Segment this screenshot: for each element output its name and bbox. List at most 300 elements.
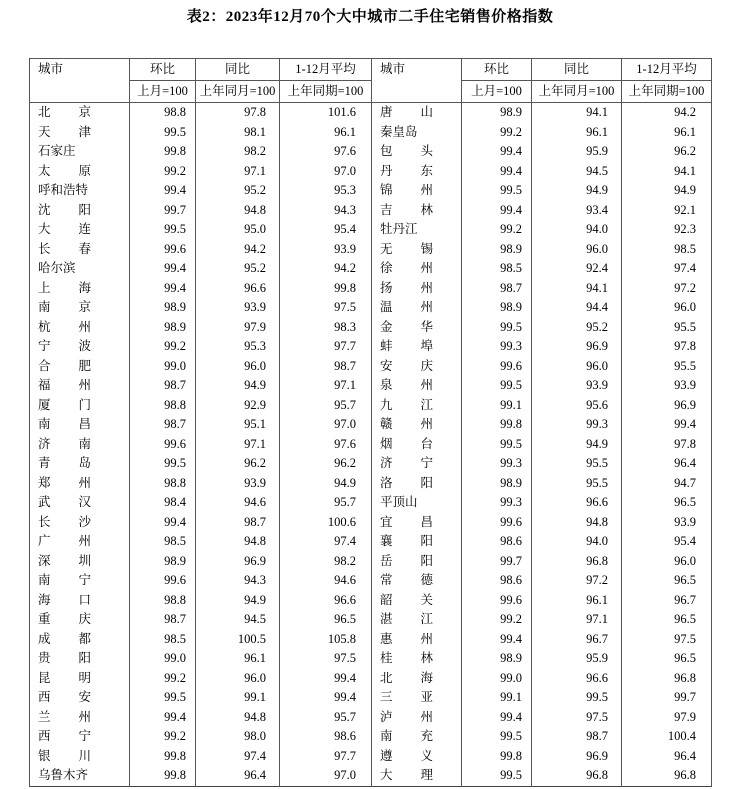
city-name: 三亚 (380, 690, 433, 704)
avg-value: 97.6 (280, 435, 372, 455)
city-name: 成都 (38, 631, 91, 646)
yoy-value: 95.2 (532, 318, 622, 338)
city-cell (30, 474, 130, 494)
yoy-value: 96.0 (196, 669, 280, 689)
avg-value: 93.9 (280, 240, 372, 260)
city-name: 吉林 (380, 202, 433, 217)
table-row (30, 727, 712, 747)
yoy-value: 93.4 (532, 201, 622, 221)
city-cell (30, 708, 130, 728)
yoy-value: 97.9 (196, 318, 280, 338)
city-cell (30, 396, 130, 416)
mom-value: 98.8 (130, 103, 196, 123)
mom-value: 99.3 (462, 337, 532, 357)
city-name: 无锡 (380, 241, 433, 256)
avg-value: 94.1 (622, 162, 712, 182)
yoy-value: 92.4 (532, 259, 622, 279)
city-name: 北海 (380, 670, 433, 685)
mom-value: 99.4 (130, 513, 196, 533)
yoy-value: 96.9 (532, 337, 622, 357)
table-row (30, 103, 712, 123)
city-cell (30, 591, 130, 611)
city-cell (372, 552, 462, 572)
table-row (30, 474, 712, 494)
city-cell (372, 376, 462, 396)
city-name: 宜昌 (380, 514, 433, 529)
avg-value: 94.9 (622, 181, 712, 201)
header-row-1 (30, 59, 712, 81)
mom-value: 99.0 (462, 669, 532, 689)
city-name: 大连 (38, 222, 91, 236)
avg-value: 96.6 (280, 591, 372, 611)
city-name: 包头 (380, 144, 433, 158)
city-name: 牡丹江 (380, 222, 418, 236)
avg-value: 97.1 (280, 376, 372, 396)
yoy-value: 96.9 (532, 747, 622, 767)
mom-value: 99.2 (462, 123, 532, 143)
city-name: 哈尔滨 (38, 261, 76, 275)
yoy-value: 94.9 (196, 591, 280, 611)
avg-value: 99.4 (280, 688, 372, 708)
table-row (30, 240, 712, 260)
city-name: 青岛 (38, 456, 91, 470)
table-row (30, 123, 712, 143)
city-name: 呼和浩特 (38, 183, 89, 197)
avg-value: 95.7 (280, 396, 372, 416)
city-name: 蚌埠 (380, 339, 433, 353)
mom-value: 99.1 (462, 688, 532, 708)
table-row (30, 415, 712, 435)
mom-value: 98.5 (462, 259, 532, 279)
avg-value: 97.0 (280, 162, 372, 182)
yoy-value: 92.9 (196, 396, 280, 416)
city-name: 金华 (380, 319, 433, 334)
city-cell (30, 532, 130, 552)
mom-value: 99.5 (462, 376, 532, 396)
yoy-value: 96.7 (532, 630, 622, 650)
avg-value: 96.4 (622, 747, 712, 767)
avg-value: 96.8 (622, 669, 712, 689)
avg-value: 95.5 (622, 318, 712, 338)
table-row (30, 591, 712, 611)
city-cell (372, 220, 462, 240)
city-cell (30, 571, 130, 591)
yoy-value: 99.3 (532, 415, 622, 435)
city-name: 杭州 (38, 319, 91, 334)
city-name: 宁波 (38, 339, 91, 353)
city-name: 武汉 (38, 495, 91, 509)
mom-value: 98.9 (462, 474, 532, 494)
city-name: 天津 (38, 124, 91, 139)
yoy-value: 93.9 (532, 376, 622, 396)
avg-value: 97.4 (280, 532, 372, 552)
header-mom-right: 环比 (462, 59, 532, 81)
city-cell (30, 435, 130, 455)
avg-value: 100.4 (622, 727, 712, 747)
avg-value: 97.4 (622, 259, 712, 279)
table-row (30, 649, 712, 669)
city-name: 南充 (380, 729, 433, 743)
yoy-value: 96.8 (532, 766, 622, 786)
yoy-value: 96.4 (196, 766, 280, 786)
city-cell (372, 181, 462, 201)
city-cell (372, 708, 462, 728)
header-yoy-base-left: 上年同月=100 (196, 81, 280, 103)
city-cell (30, 220, 130, 240)
city-name: 襄阳 (380, 534, 433, 548)
city-cell (372, 318, 462, 338)
table-row (30, 201, 712, 221)
city-name: 厦门 (38, 397, 91, 412)
mom-value: 98.6 (462, 532, 532, 552)
table-row (30, 396, 712, 416)
mom-value: 98.8 (130, 396, 196, 416)
avg-value: 94.6 (280, 571, 372, 591)
table-row (30, 688, 712, 708)
avg-value: 97.7 (280, 337, 372, 357)
yoy-value: 99.1 (196, 688, 280, 708)
mom-value: 99.2 (462, 610, 532, 630)
avg-value: 94.9 (280, 474, 372, 494)
city-name: 郑州 (38, 475, 91, 490)
mom-value: 99.4 (130, 279, 196, 299)
yoy-value: 94.1 (532, 103, 622, 123)
mom-value: 99.5 (130, 454, 196, 474)
table-row (30, 357, 712, 377)
yoy-value: 94.8 (532, 513, 622, 533)
yoy-value: 96.0 (532, 357, 622, 377)
mom-value: 98.9 (462, 240, 532, 260)
avg-value: 95.7 (280, 493, 372, 513)
yoy-value: 94.8 (196, 708, 280, 728)
mom-value: 99.2 (130, 669, 196, 689)
avg-value: 96.1 (280, 123, 372, 143)
mom-value: 98.9 (130, 552, 196, 572)
city-cell (372, 279, 462, 299)
city-cell (372, 630, 462, 650)
avg-value: 93.9 (622, 376, 712, 396)
city-cell (30, 337, 130, 357)
yoy-value: 97.2 (532, 571, 622, 591)
city-name: 唐山 (380, 105, 433, 119)
yoy-value: 94.0 (532, 220, 622, 240)
city-cell (30, 240, 130, 260)
city-cell (30, 123, 130, 143)
mom-value: 99.2 (462, 220, 532, 240)
avg-value: 92.1 (622, 201, 712, 221)
avg-value: 96.1 (622, 123, 712, 143)
city-cell (372, 415, 462, 435)
yoy-value: 94.4 (532, 298, 622, 318)
city-cell (30, 142, 130, 162)
yoy-value: 95.1 (196, 415, 280, 435)
table-row (30, 298, 712, 318)
avg-value: 99.4 (280, 669, 372, 689)
yoy-value: 97.1 (196, 162, 280, 182)
header-city-left: 城市 (30, 59, 130, 103)
yoy-value: 95.9 (532, 142, 622, 162)
city-name: 徐州 (380, 261, 433, 275)
city-name: 桂林 (380, 651, 433, 665)
city-name: 遵义 (380, 748, 433, 763)
table-row (30, 669, 712, 689)
yoy-value: 96.1 (196, 649, 280, 669)
city-name: 南宁 (38, 573, 91, 587)
yoy-value: 98.0 (196, 727, 280, 747)
table-row (30, 493, 712, 513)
table-row (30, 162, 712, 182)
city-name: 合肥 (38, 358, 91, 373)
mom-value: 98.5 (130, 630, 196, 650)
yoy-value: 94.9 (532, 435, 622, 455)
city-name: 福州 (38, 378, 91, 392)
city-cell (372, 610, 462, 630)
city-cell (30, 298, 130, 318)
avg-value: 97.5 (280, 649, 372, 669)
avg-value: 94.7 (622, 474, 712, 494)
mom-value: 98.9 (462, 649, 532, 669)
header-avg-right: 1-12月平均 (622, 59, 712, 81)
yoy-value: 97.8 (196, 103, 280, 123)
city-cell (30, 552, 130, 572)
yoy-value: 94.9 (532, 181, 622, 201)
yoy-value: 95.5 (532, 454, 622, 474)
avg-value: 100.6 (280, 513, 372, 533)
avg-value: 97.9 (622, 708, 712, 728)
mom-value: 99.8 (130, 142, 196, 162)
table-body (30, 103, 712, 787)
city-cell (372, 591, 462, 611)
mom-value: 99.4 (462, 162, 532, 182)
mom-value: 98.7 (130, 610, 196, 630)
yoy-value: 97.5 (532, 708, 622, 728)
yoy-value: 94.0 (532, 532, 622, 552)
city-name: 烟台 (380, 436, 433, 451)
avg-value: 94.2 (280, 259, 372, 279)
yoy-value: 96.6 (532, 493, 622, 513)
avg-value: 96.0 (622, 298, 712, 318)
table-row (30, 376, 712, 396)
mom-value: 99.8 (462, 747, 532, 767)
avg-value: 97.5 (622, 630, 712, 650)
avg-value: 96.5 (622, 493, 712, 513)
avg-value: 97.8 (622, 337, 712, 357)
city-name: 赣州 (380, 417, 433, 431)
mom-value: 99.2 (130, 727, 196, 747)
table-row (30, 220, 712, 240)
mom-value: 99.6 (462, 513, 532, 533)
avg-value: 99.4 (622, 415, 712, 435)
city-name: 韶关 (380, 592, 433, 607)
yoy-value: 95.2 (196, 181, 280, 201)
city-name: 长沙 (38, 514, 91, 529)
yoy-value: 94.9 (196, 376, 280, 396)
yoy-value: 96.0 (196, 357, 280, 377)
mom-value: 99.6 (130, 240, 196, 260)
city-name: 沈阳 (38, 202, 91, 217)
mom-value: 99.4 (130, 708, 196, 728)
city-name: 银川 (38, 748, 91, 763)
city-name: 泉州 (380, 378, 433, 392)
mom-value: 99.8 (130, 766, 196, 786)
city-cell (372, 454, 462, 474)
city-cell (372, 142, 462, 162)
yoy-value: 96.1 (532, 591, 622, 611)
table-row (30, 747, 712, 767)
yoy-value: 98.7 (196, 513, 280, 533)
city-cell (30, 513, 130, 533)
city-name: 石家庄 (38, 144, 76, 158)
city-cell (372, 688, 462, 708)
yoy-value: 93.9 (196, 298, 280, 318)
avg-value: 97.0 (280, 415, 372, 435)
city-name: 海口 (38, 592, 91, 607)
city-name: 温州 (380, 300, 433, 314)
avg-value: 96.8 (622, 766, 712, 786)
yoy-value: 97.4 (196, 747, 280, 767)
yoy-value: 95.3 (196, 337, 280, 357)
mom-value: 99.2 (130, 337, 196, 357)
header-yoy-left: 同比 (196, 59, 280, 81)
avg-value: 95.3 (280, 181, 372, 201)
yoy-value: 94.3 (196, 571, 280, 591)
city-cell (372, 337, 462, 357)
table-row (30, 337, 712, 357)
header-city-right: 城市 (372, 59, 462, 103)
price-index-table (29, 58, 712, 787)
yoy-value: 95.6 (532, 396, 622, 416)
avg-value: 98.3 (280, 318, 372, 338)
city-cell (30, 318, 130, 338)
city-name: 重庆 (38, 612, 91, 626)
table-row (30, 708, 712, 728)
mom-value: 98.8 (130, 591, 196, 611)
mom-value: 98.7 (130, 376, 196, 396)
yoy-value: 94.8 (196, 201, 280, 221)
city-name: 平顶山 (380, 495, 418, 509)
city-name: 惠州 (380, 631, 433, 646)
avg-value: 98.2 (280, 552, 372, 572)
city-cell (372, 474, 462, 494)
yoy-value: 94.5 (532, 162, 622, 182)
avg-value: 96.9 (622, 396, 712, 416)
avg-value: 95.4 (622, 532, 712, 552)
mom-value: 99.5 (130, 123, 196, 143)
yoy-value: 95.9 (532, 649, 622, 669)
mom-value: 98.5 (130, 532, 196, 552)
mom-value: 98.9 (462, 103, 532, 123)
avg-value: 92.3 (622, 220, 712, 240)
city-cell (372, 766, 462, 786)
city-cell (372, 513, 462, 533)
avg-value: 96.5 (622, 649, 712, 669)
avg-value: 96.5 (622, 610, 712, 630)
city-cell (30, 201, 130, 221)
city-name: 丹东 (380, 163, 433, 178)
city-cell (372, 396, 462, 416)
yoy-value: 98.2 (196, 142, 280, 162)
city-cell (30, 669, 130, 689)
city-cell (372, 669, 462, 689)
city-cell (30, 747, 130, 767)
city-name: 安庆 (380, 358, 433, 373)
table-row (30, 513, 712, 533)
city-name: 洛阳 (380, 475, 433, 490)
city-cell (30, 610, 130, 630)
yoy-value: 96.1 (532, 123, 622, 143)
yoy-value: 97.1 (532, 610, 622, 630)
avg-value: 97.2 (622, 279, 712, 299)
yoy-value: 94.1 (532, 279, 622, 299)
mom-value: 99.5 (130, 688, 196, 708)
city-name: 西宁 (38, 729, 91, 743)
city-cell (372, 123, 462, 143)
mom-value: 98.7 (130, 415, 196, 435)
header-yoy-right: 同比 (532, 59, 622, 81)
city-cell (372, 747, 462, 767)
yoy-value: 94.8 (196, 532, 280, 552)
city-cell (30, 493, 130, 513)
header-mom-base-left: 上月=100 (130, 81, 196, 103)
header-avg-left: 1-12月平均 (280, 59, 372, 81)
city-cell (372, 727, 462, 747)
mom-value: 99.4 (462, 142, 532, 162)
yoy-value: 96.8 (532, 552, 622, 572)
city-name: 昆明 (38, 670, 91, 685)
avg-value: 101.6 (280, 103, 372, 123)
yoy-value: 95.0 (196, 220, 280, 240)
mom-value: 99.6 (462, 591, 532, 611)
header-avg-base-right: 上年同期=100 (622, 81, 712, 103)
avg-value: 97.0 (280, 766, 372, 786)
table-row (30, 610, 712, 630)
mom-value: 99.5 (130, 220, 196, 240)
city-name: 北京 (38, 105, 91, 119)
city-name: 济宁 (380, 456, 433, 470)
city-name: 秦皇岛 (380, 124, 418, 139)
avg-value: 96.2 (622, 142, 712, 162)
avg-value: 93.9 (622, 513, 712, 533)
yoy-value: 94.2 (196, 240, 280, 260)
avg-value: 99.7 (622, 688, 712, 708)
avg-value: 98.5 (622, 240, 712, 260)
mom-value: 99.5 (462, 181, 532, 201)
mom-value: 99.8 (130, 747, 196, 767)
city-name: 大理 (380, 768, 433, 782)
city-cell (30, 766, 130, 786)
avg-value: 97.7 (280, 747, 372, 767)
table-row (30, 454, 712, 474)
mom-value: 99.7 (130, 201, 196, 221)
mom-value: 99.4 (462, 201, 532, 221)
yoy-value: 95.2 (196, 259, 280, 279)
city-name: 太原 (38, 163, 91, 178)
yoy-value: 94.6 (196, 493, 280, 513)
city-cell (372, 649, 462, 669)
page-title: 表2：2023年12月70个大中城市二手住宅销售价格指数 (186, 9, 554, 25)
yoy-value: 97.1 (196, 435, 280, 455)
avg-value: 97.6 (280, 142, 372, 162)
table-row (30, 552, 712, 572)
avg-value: 96.7 (622, 591, 712, 611)
avg-value: 105.8 (280, 630, 372, 650)
table-row (30, 630, 712, 650)
city-cell (372, 162, 462, 182)
avg-value: 95.5 (622, 357, 712, 377)
city-cell (30, 727, 130, 747)
yoy-value: 98.7 (532, 727, 622, 747)
avg-value: 96.0 (622, 552, 712, 572)
